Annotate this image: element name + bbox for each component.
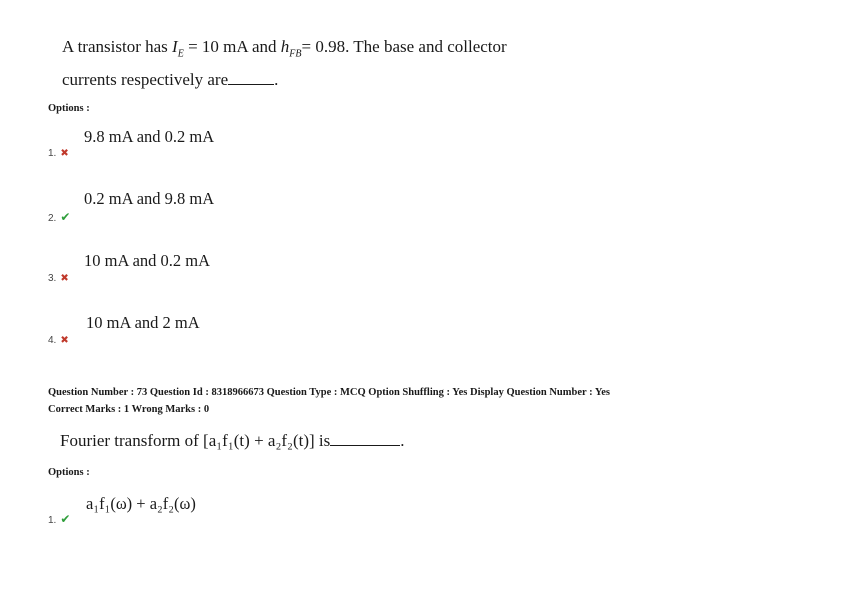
correct-check-icon: ✔ xyxy=(60,210,71,224)
option-3-marker xyxy=(48,273,69,285)
option-1-text[interactable]: 9.8 mA and 0.2 mA xyxy=(84,127,215,146)
answer-blank xyxy=(330,431,400,446)
option-number: 1. xyxy=(48,515,57,526)
answer-blank xyxy=(228,70,274,85)
option-1-marker xyxy=(48,513,70,527)
option-1-text[interactable]: a₁f₁(ω) + a₂f₂(ω) xyxy=(86,494,196,513)
question-text-line1 xyxy=(62,37,507,64)
option-2-text[interactable]: 0.2 mA and 9.8 mA xyxy=(84,189,215,208)
question-73-text-period: . xyxy=(400,431,405,450)
emitter-current-value: = 10 mA and xyxy=(183,37,281,56)
question-meta-line1: Question Number : 73 Question Id : 8318966673 Question Type : MCQ Option Shuffling : Yes Display Question Number : Yes xyxy=(48,387,611,398)
option-number: 3. xyxy=(48,273,57,284)
option-4-text[interactable]: 10 mA and 2 mA xyxy=(86,313,200,332)
correct-check-icon: ✔ xyxy=(60,512,71,526)
option-4-marker xyxy=(48,335,69,347)
question-73-text xyxy=(60,431,405,451)
question-text-continuation: currents respectively are xyxy=(62,70,229,89)
options-label: Options : xyxy=(48,103,90,114)
wrong-cross-icon: ✖ xyxy=(60,335,69,346)
option-2-marker xyxy=(48,211,70,225)
option-number: 2. xyxy=(48,213,57,224)
wrong-cross-icon: ✖ xyxy=(60,273,69,284)
hfb-value: = 0.98. The base and collector xyxy=(301,37,507,56)
question-text-period: . xyxy=(274,70,279,89)
option-number: 4. xyxy=(48,335,57,346)
options-label: Options : xyxy=(48,467,90,478)
emitter-current-subscript: E xyxy=(177,48,184,60)
wrong-cross-icon: ✖ xyxy=(60,148,69,159)
question-text-prefix: A transistor has xyxy=(62,37,173,56)
question-meta-line2: Correct Marks : 1 Wrong Marks : 0 xyxy=(48,404,210,415)
option-1-marker xyxy=(48,148,69,160)
question-text-line2 xyxy=(62,70,278,90)
question-73-text-body: Fourier transform of [a₁f₁(t) + a₂f₂(t)] is xyxy=(60,431,331,450)
hfb-subscript: FB xyxy=(289,48,302,60)
option-number: 1. xyxy=(48,148,57,159)
hfb-symbol: h xyxy=(280,37,290,56)
emitter-current-symbol: I xyxy=(172,37,178,56)
option-3-text[interactable]: 10 mA and 0.2 mA xyxy=(84,251,211,270)
